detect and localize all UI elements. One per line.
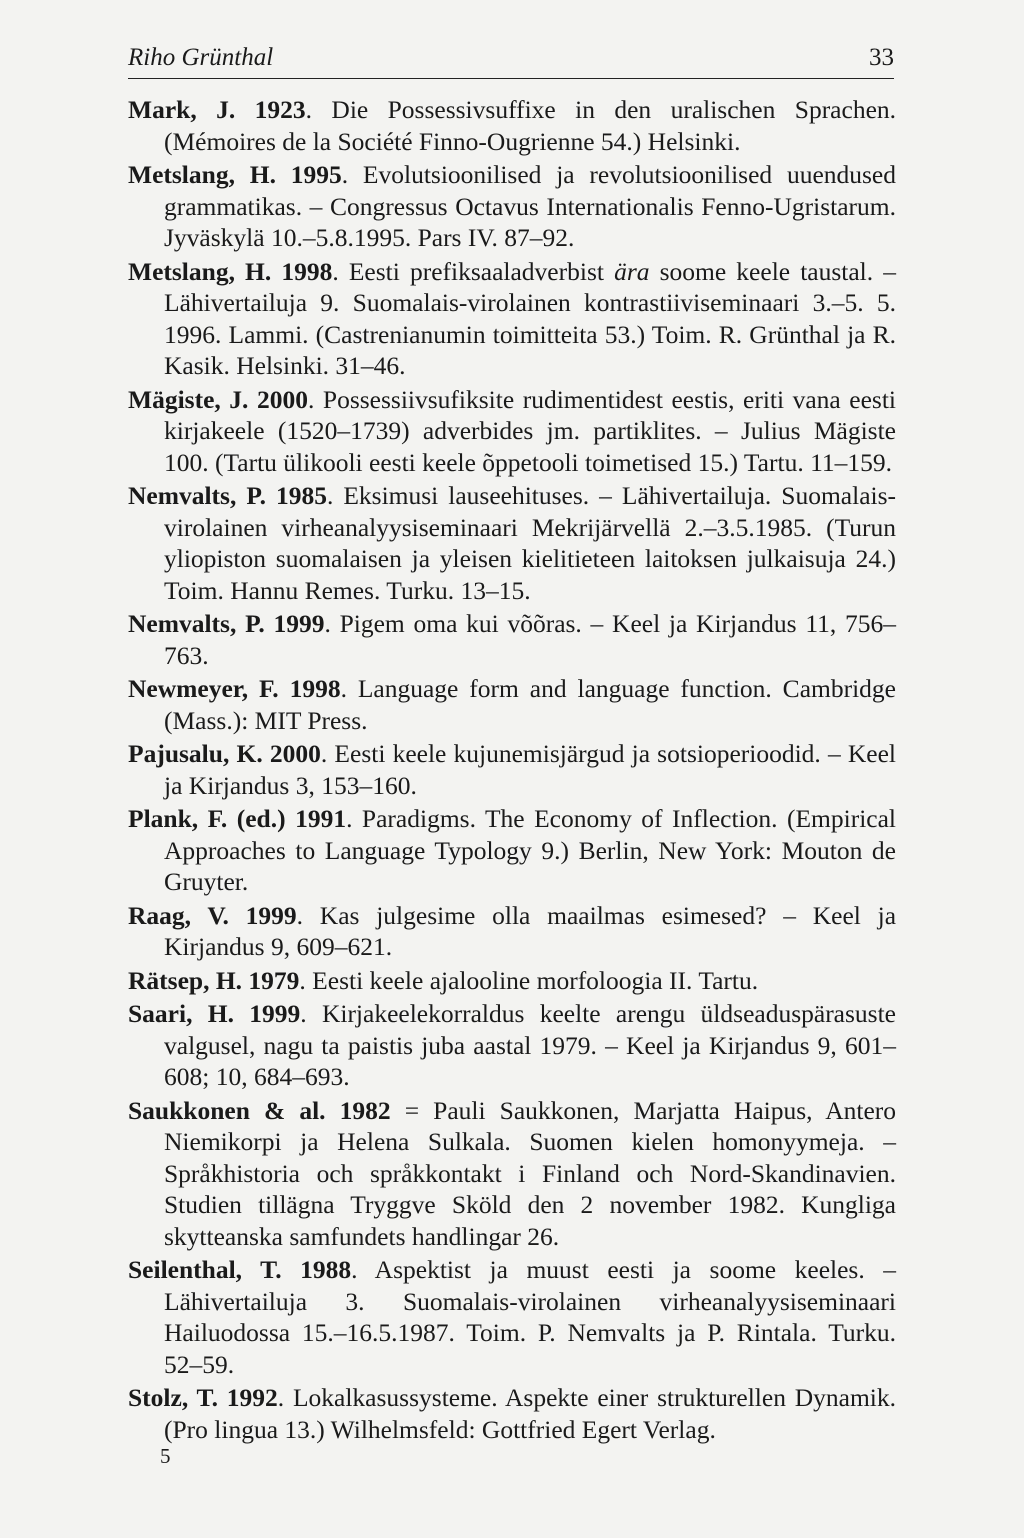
reference-entry: Rätsep, H. 1979. Eesti keele ajalooline morfoloogia II. Tartu.: [128, 965, 759, 995]
reference-text: Paradigms. The Economy of Inflection. (Empirical Approaches to Language Typology 9.) Berlin, New York: Mouton de Gruyter.: [164, 804, 897, 896]
reference-entry: Nemvalts, P. 1985. Eksimusi lauseehituses. – Lähivertailuja. Suomalais-virolainen virheanalyysiseminaari Mekrijärvellä 2.–3.5.1985. (Turun yliopiston suomalaisen ja yleisen kielitieteen laitoksen julkaisuja 24.) Toim. Hannu Remes. Turku. 13–15.: [128, 481, 897, 605]
reference-list: [128, 94, 896, 1447]
reference-text: Kas julgesime olla maailmas esimesed? – Keel ja Kirjandus 9, 609–621.: [164, 900, 897, 961]
reference-text: Eksimusi lauseehituses. – Lähivertailuja. Suomalais-virolainen virheanalyysiseminaari Mekrijärvellä 2.–3.5.1985. (Turun yliopiston suomalaisen ja yleisen kielitieteen laitoksen julkaisuja 24.) Toim. Hannu Remes. Turku. 13–15.: [164, 481, 897, 605]
reference-year: 1985: [275, 481, 327, 510]
reference-year: 2000: [269, 739, 321, 768]
reference-year: 1992: [226, 1383, 278, 1412]
reference-author: Raag, V.: [128, 900, 229, 930]
header-author: Riho Grünthal: [128, 44, 274, 71]
reference-year: 1998: [289, 674, 341, 703]
reference-entry: [128, 1095, 896, 1253]
reference-year: 1988: [300, 1255, 352, 1284]
reference-text: Possessiivsufiksite rudimentidest eestis, eriti vana eesti kirjakeele (1520–1739) adverbides jm. partiklites. – Julius Mägiste 100. (Tartu ülikooli eesti keele õppetooli toimetised 15.) Tartu. 11–159.: [164, 384, 897, 477]
reference-author: Saari, H.: [128, 999, 234, 1028]
reference-entry: Raag, V. 1999. Kas julgesime olla maailmas esimesed? – Keel ja Kirjandus 9, 609–621.: [128, 900, 897, 961]
reference-author: Nemvalts, P.: [128, 609, 265, 638]
reference-text: Die Possessivsuffixe in den uralischen Sprachen. (Mémoires de la Société Finno-Ougrienne 54.) Helsinki.: [164, 95, 897, 156]
reference-entry: Seilenthal, T. 1988. Aspektist ja muust eesti ja soome keeles. – Lähivertailuja 3. Suomalais-virolainen virheanalyysiseminaari Hailuodossa 15.–16.5.1987. Toim. P. Nemvalts ja P. Rintala. Turku. 52–59.: [128, 1255, 896, 1379]
reference-year: 1995: [290, 160, 342, 189]
running-header: [128, 44, 894, 79]
reference-author: Metslang, H.: [128, 256, 272, 286]
reference-author: Plank, F. (ed.): [128, 804, 286, 833]
reference-text: Aspektist ja muust eesti ja soome keeles. – Lähivertailuja 3. Suomalais-virolainen virheanalyysiseminaari Hailuodossa 15.–16.5.1987. Toim. P. Nemvalts ja P. Rintala. Turku. 52–59.: [164, 1255, 896, 1379]
reference-author: Newmeyer, F.: [128, 674, 279, 703]
reference-author: Mark, J.: [128, 95, 236, 124]
reference-text: soome keele taustal. – Lähivertailuja 9. Suomalais-virolainen kontrastiiviseminaari 3.–5. 5. 1996. Lammi. (Castrenianumin toimitteita 53.) Toim. R. Grünthal ja R. Kasik. Helsinki. 31–46.: [164, 256, 897, 380]
reference-author: Seilenthal, T.: [128, 1255, 282, 1284]
reference-text: Eesti prefiksaaladverbist: [348, 256, 615, 286]
reference-entry: Pajusalu, K. 2000. Eesti keele kujunemisjärgud ja sotsioperioodid. – Keel ja Kirjandus 3, 153–160.: [128, 739, 897, 800]
reference-text: Kirjakeelekorraldus keelte arengu üldseaduspärasuste valgusel, nagu ta paistis juba aastal 1979. – Keel ja Kirjandus 9, 601–608; 10, 684–693.: [164, 999, 897, 1091]
reference-year: 1999: [245, 900, 297, 930]
reference-entry: Metslang, H. 1998. Eesti prefiksaaladverbist ära soome keele taustal. – Lähivertailuja 9. Suomalais-virolainen kontrastiiviseminaari 3.–5. 5. 1996. Lammi. (Castrenianumin toimitteita 53.) Toim. R. Grünthal ja R. Kasik. Helsinki. 31–46.: [128, 256, 897, 380]
reference-year: 1998: [281, 256, 333, 286]
reference-entry: Nemvalts, P. 1999. Pigem oma kui võõras. – Keel ja Kirjandus 11, 756–763.: [128, 609, 897, 670]
reference-entry: Mägiste, J. 2000. Possessiivsufiksite rudimentidest eestis, eriti vana eesti kirjakeele (1520–1739) adverbides jm. partiklites. – Julius Mägiste 100. (Tartu ülikooli eesti keele õppetooli toimetised 15.) Tartu. 11–159.: [128, 384, 897, 477]
signature-mark: 5: [160, 1444, 171, 1468]
reference-entry: Plank, F. (ed.) 1991. Paradigms. The Economy of Inflection. (Empirical Approaches to Language Typology 9.) Berlin, New York: Mouton de Gruyter.: [128, 804, 897, 896]
reference-entry: Newmeyer, F. 1998. Language form and language function. Cambridge (Mass.): MIT Press.: [128, 674, 896, 735]
reference-author: Rätsep, H.: [128, 965, 243, 995]
reference-entry: Metslang, H. 1995. Evolutsioonilised ja revolutsioonilised uuendused grammatikas. – Congressus Octavus Internationalis Fenno-Ugristarum. Jyväskylä 10.–5.8.1995. Pars IV. 87–92.: [128, 160, 897, 252]
page-number: 33: [869, 44, 894, 71]
reference-text: Evolutsioonilised ja revolutsioonilised uuendused grammatikas. – Congressus Octavus Internationalis Fenno-Ugristarum. Jyväskylä 10.–5.8.1995. Pars IV. 87–92.: [164, 160, 897, 252]
reference-text: Eesti keele ajalooline morfoloogia II. Tartu.: [312, 965, 759, 995]
reference-entry: Mark, J. 1923. Die Possessivsuffixe in den uralischen Sprachen. (Mémoires de la Société Finno-Ougrienne 54.) Helsinki.: [128, 95, 897, 156]
reference-author: Saukkonen & al.: [128, 1095, 326, 1125]
reference-year: 1982: [339, 1095, 391, 1125]
reference-text: = Pauli Saukkonen, Marjatta Haipus, Antero Niemikorpi ja Helena Sulkala. Suomen kielen homonyymeja. – Språkhistoria och språkkontakt i Finland och Nord-Skandinavien. Studien tillägna Tryggve Sköld den 2 november 1982. Kungliga skytteanska samfundets handlingar 26.: [164, 1095, 897, 1251]
reference-author: Mägiste, J.: [128, 384, 249, 414]
reference-year: 1979: [248, 965, 300, 995]
reference-author: Metslang, H.: [128, 160, 276, 189]
reference-year: 1991: [295, 804, 347, 833]
reference-author: Stolz, T.: [128, 1383, 219, 1412]
reference-italic-term: ära: [614, 256, 650, 286]
reference-entry: Saari, H. 1999. Kirjakeelekorraldus keelte arengu üldseaduspärasuste valgusel, nagu ta paistis juba aastal 1979. – Keel ja Kirjandus 9, 601–608; 10, 684–693.: [128, 999, 897, 1091]
reference-year: 1923: [254, 95, 306, 124]
reference-author: Pajusalu, K.: [128, 739, 263, 768]
reference-text: Pigem oma kui võõras. – Keel ja Kirjandus 11, 756–763.: [164, 609, 897, 670]
reference-year: 2000: [256, 384, 308, 414]
reference-year: 1999: [273, 609, 325, 638]
reference-author: Nemvalts, P.: [128, 481, 266, 510]
reference-entry: Stolz, T. 1992. Lokalkasussysteme. Aspekte einer strukturellen Dynamik. (Pro lingua 13.) Wilhelmsfeld: Gottfried Egert Verlag.: [128, 1383, 897, 1444]
reference-year: 1999: [249, 999, 301, 1028]
reference-text: Lokalkasussysteme. Aspekte einer strukturellen Dynamik. (Pro lingua 13.) Wilhelmsfeld: Gottfried Egert Verlag.: [164, 1383, 897, 1444]
reference-text: Language form and language function. Cambridge (Mass.): MIT Press.: [164, 674, 896, 735]
reference-text: Eesti keele kujunemisjärgud ja sotsioperioodid. – Keel ja Kirjandus 3, 153–160.: [164, 739, 897, 800]
